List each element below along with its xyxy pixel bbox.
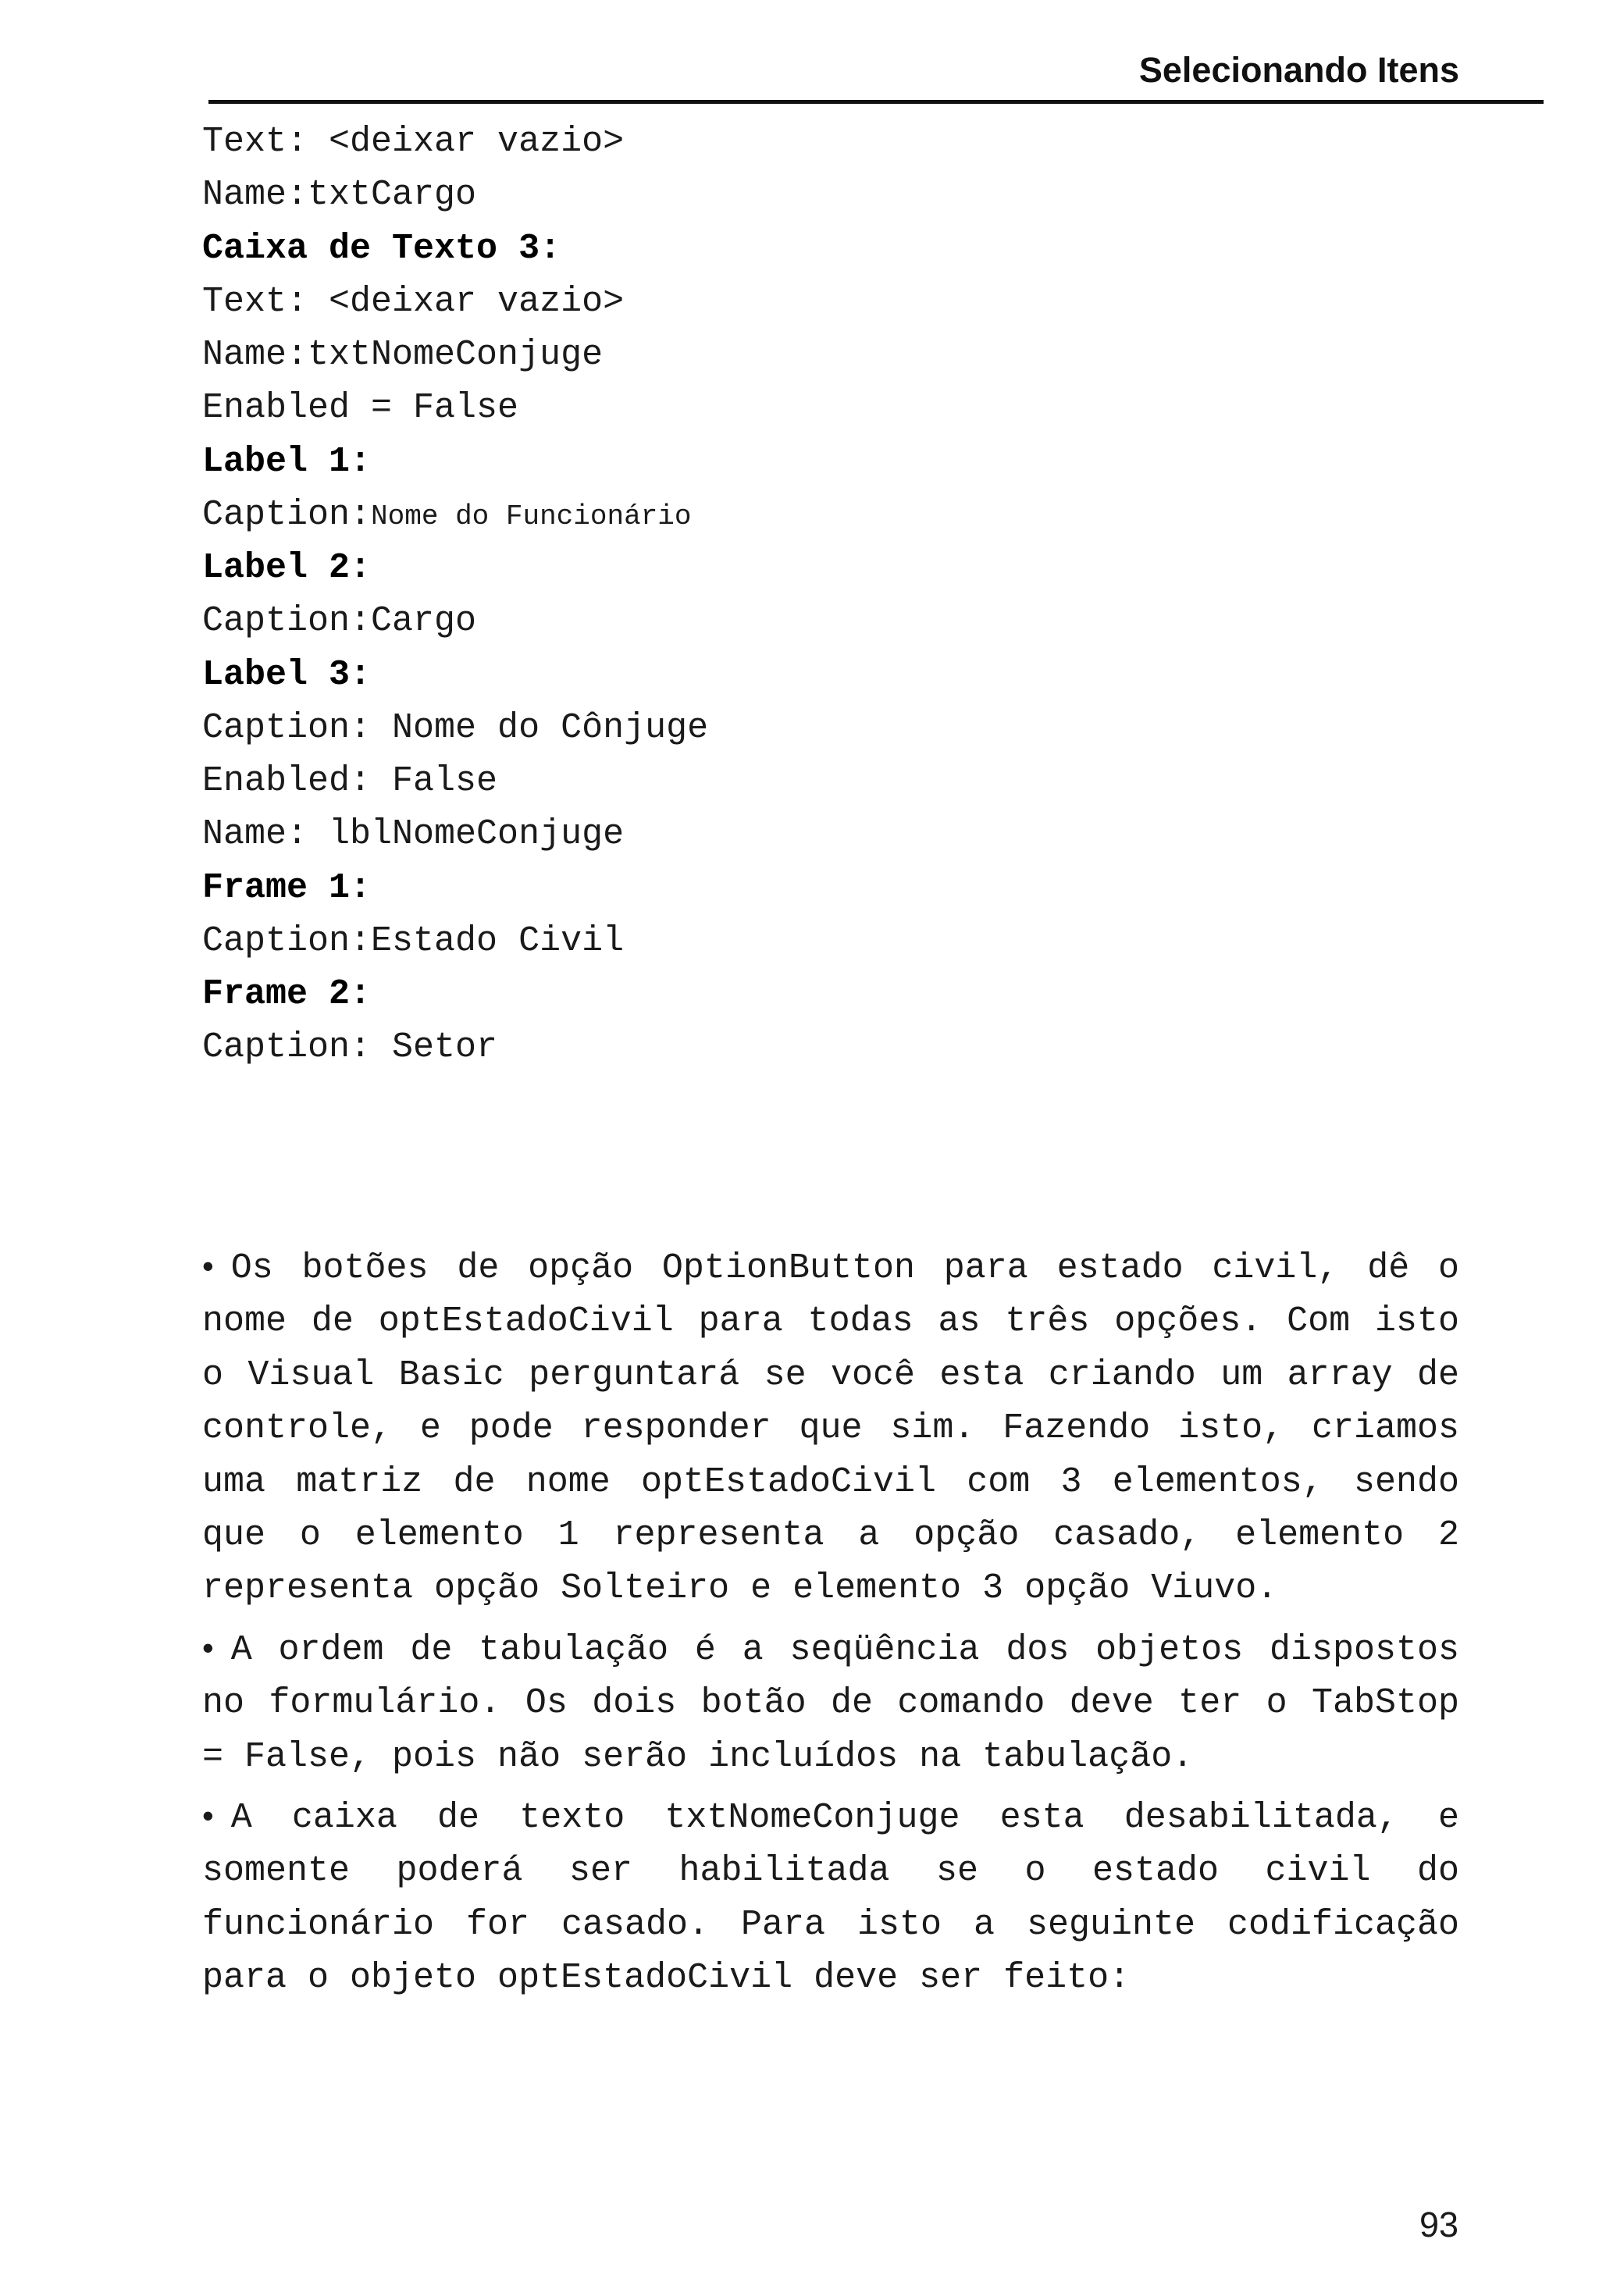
bullet-text: A caixa de texto txtNomeConjuge esta desabilitada, e somente poderá ser habilitada se o estado civil do funcionário for casado. Para isto a seguinte codificação para o objeto optEstadoCivil deve ser feito: bbox=[202, 1798, 1459, 1999]
bullet-marker: • bbox=[202, 1797, 214, 1835]
property-heading: Label 2: bbox=[202, 548, 372, 588]
property-line: Caption:Estado Civil bbox=[202, 920, 625, 961]
property-value-small: Nome do Funcionário bbox=[371, 500, 692, 532]
property-line: Name:txtNomeConjuge bbox=[202, 335, 604, 375]
property-line bbox=[202, 489, 1467, 542]
property-line: Caption: Nome do Cônjuge bbox=[202, 707, 709, 748]
property-line: Name:txtCargo bbox=[202, 175, 477, 215]
property-line: Text: <deixar vazio> bbox=[202, 122, 625, 162]
bullet-item bbox=[202, 1621, 1459, 1784]
property-key: Caption: bbox=[202, 494, 372, 535]
property-line: Text: <deixar vazio> bbox=[202, 281, 625, 322]
property-heading: Label 1: bbox=[202, 441, 372, 482]
property-line: Caption: Setor bbox=[202, 1027, 498, 1068]
property-list bbox=[202, 116, 1467, 1075]
property-line: Enabled: False bbox=[202, 761, 498, 801]
header-rule bbox=[208, 100, 1544, 104]
property-line: Caption:Cargo bbox=[202, 601, 477, 642]
property-heading: Label 3: bbox=[202, 654, 372, 695]
property-heading: Caixa de Texto 3: bbox=[202, 228, 561, 269]
bullet-item bbox=[202, 1789, 1459, 2006]
property-line: Enabled = False bbox=[202, 388, 519, 429]
bullet-text: A ordem de tabulação é a seqüência dos objetos dispostos no formulário. Os dois botão de comando deve ter o TabStop = False, pois não serão incluídos na tabulação. bbox=[202, 1629, 1459, 1777]
bullet-marker: • bbox=[202, 1629, 214, 1666]
bullet-text: Os botões de opção OptionButton para estado civil, dê o nome de optEstadoCivil para todas as três opções. Com isto o Visual Basic perguntará se você esta criando um array de controle, e pode responder que sim. Fazendo isto, criamos uma matriz de nome optEstadoCivil com 3 elementos, sendo que o elemento 1 representa a opção casado, elemento 2 representa opção Solteiro e elemento 3 opção Viuvo. bbox=[202, 1248, 1459, 1609]
bullet-marker: • bbox=[202, 1248, 214, 1284]
property-heading: Frame 2: bbox=[202, 974, 372, 1014]
bullet-item bbox=[202, 1240, 1459, 1616]
page-number: 93 bbox=[1419, 2205, 1458, 2244]
running-header-title: Selecionando Itens bbox=[1138, 50, 1459, 90]
property-heading: Frame 1: bbox=[202, 867, 372, 908]
bullet-list bbox=[202, 1240, 1459, 2011]
property-line: Name: lblNomeConjuge bbox=[202, 814, 625, 855]
